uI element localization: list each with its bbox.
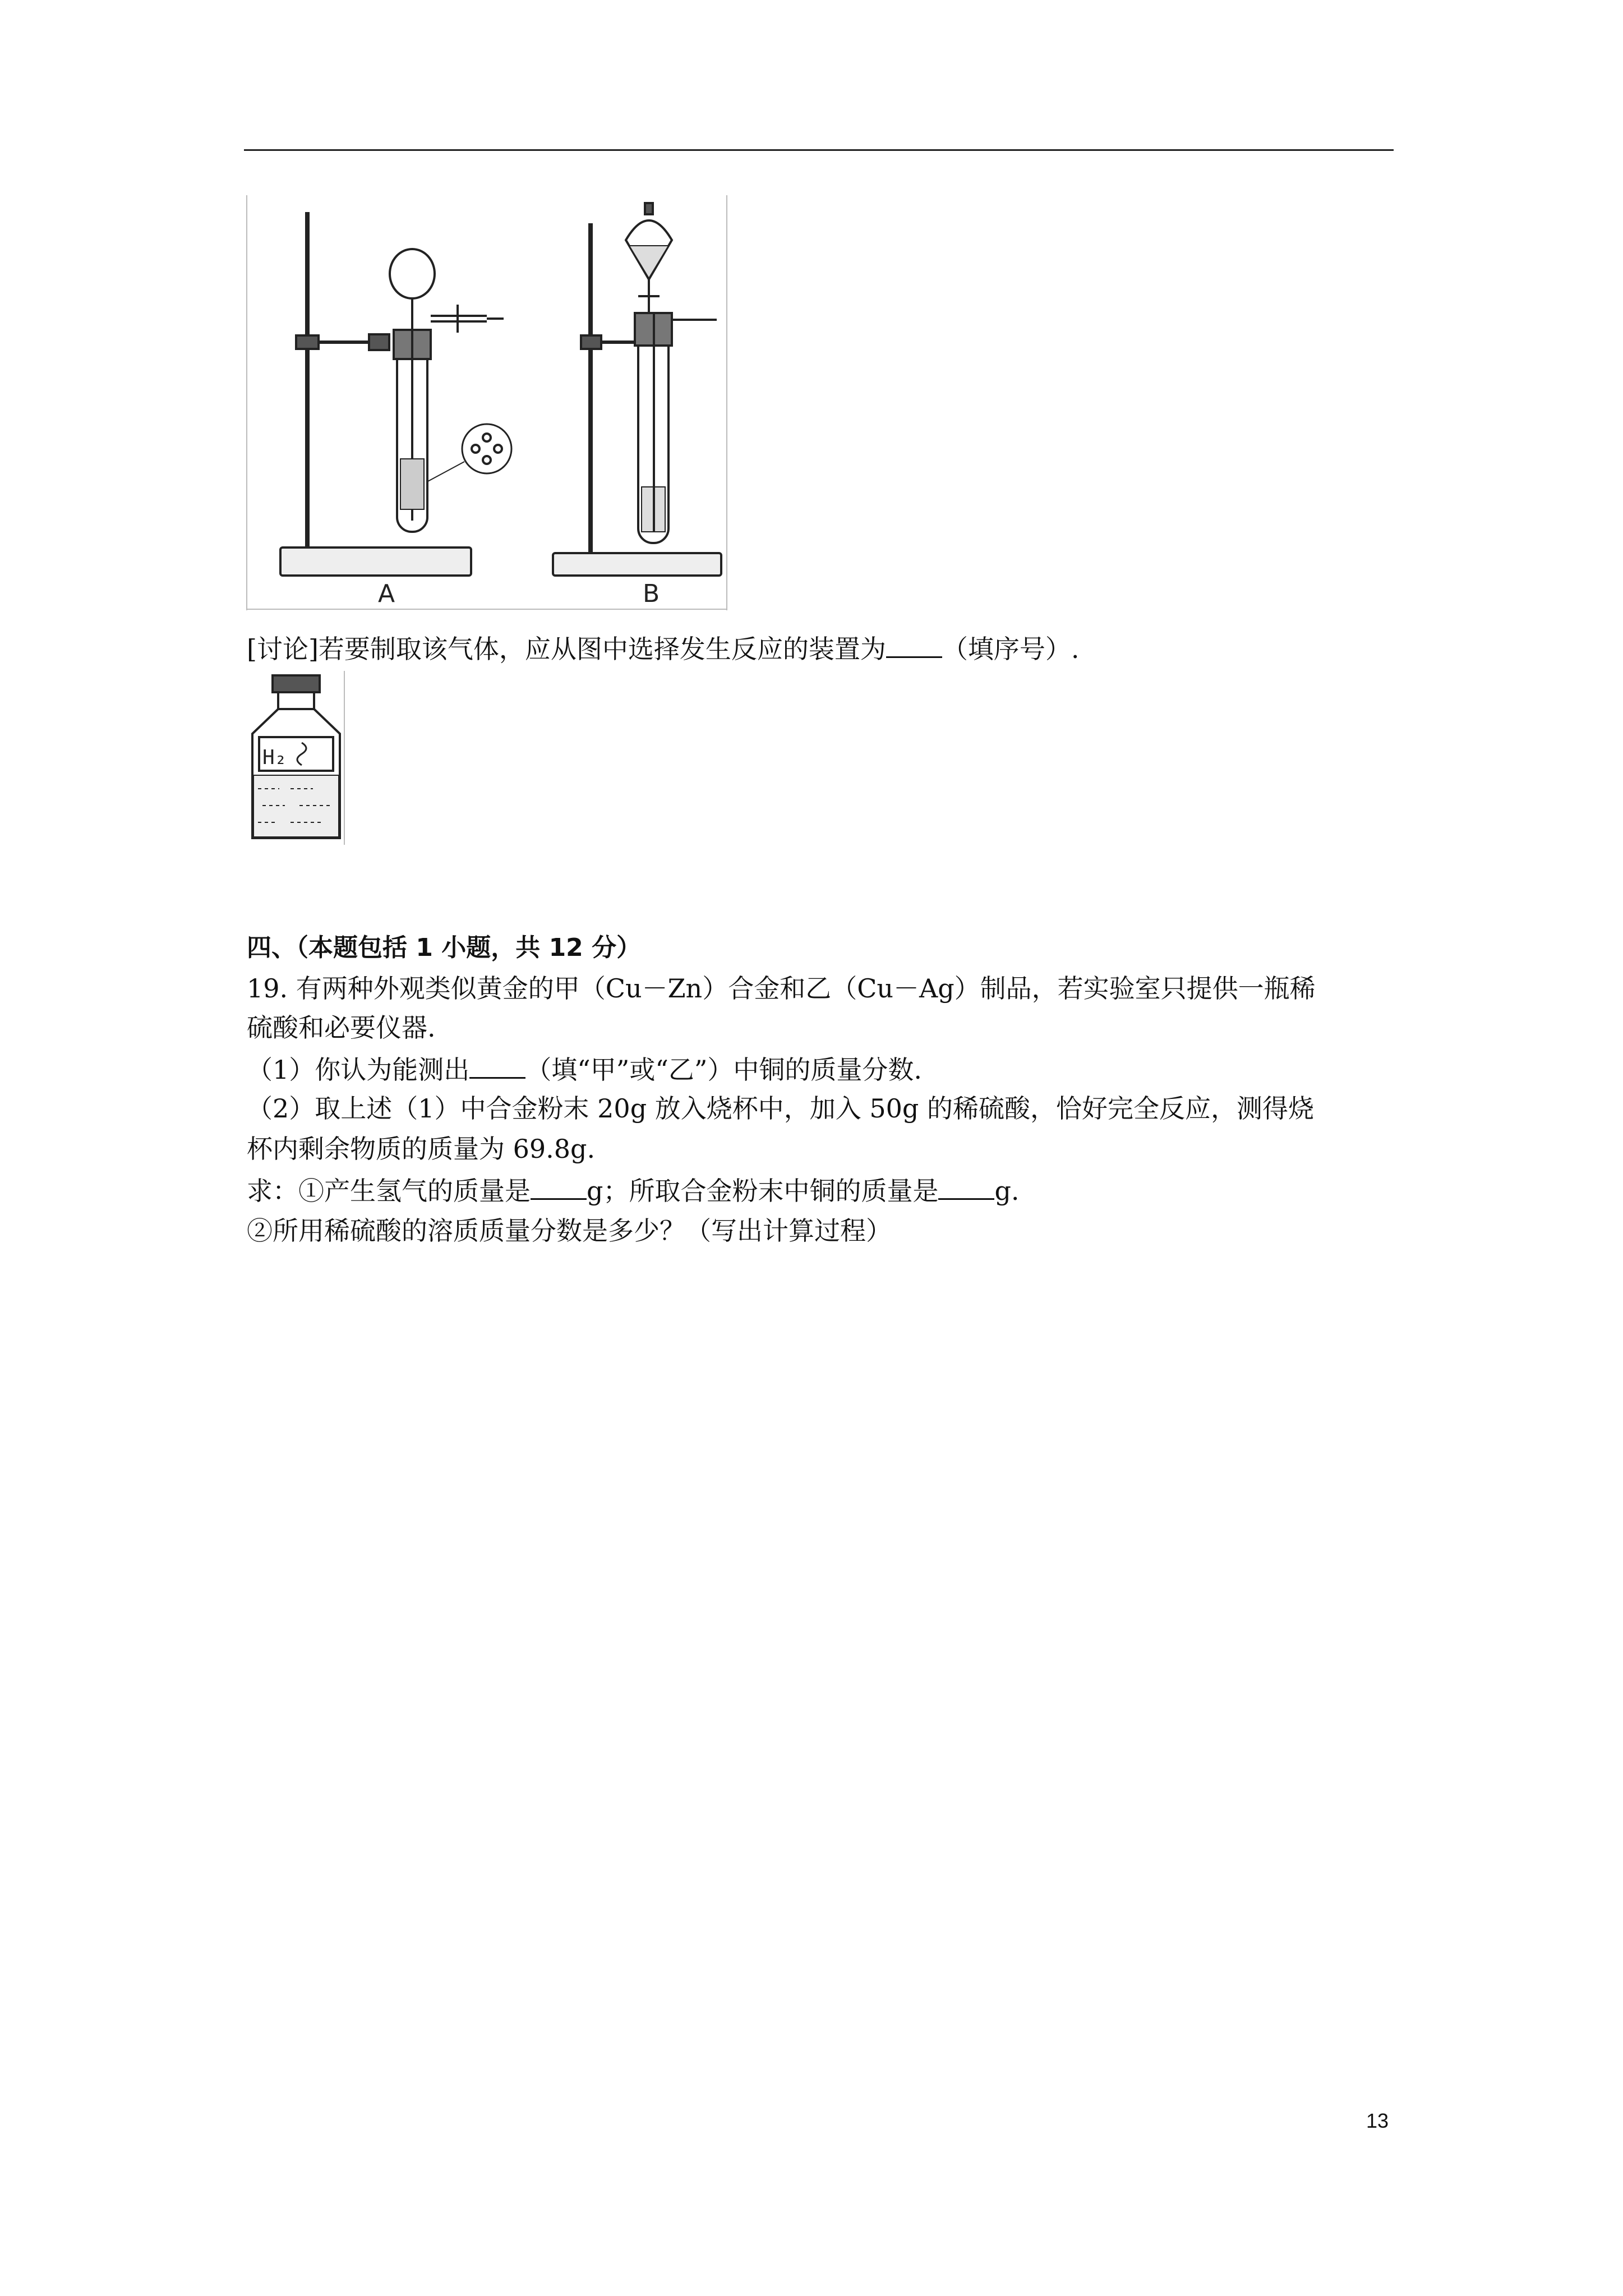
hydrogen-bottle-figure <box>246 671 347 845</box>
discussion-suffix: （填序号）. <box>942 634 1080 664</box>
bottle-label: H₂ <box>262 746 287 769</box>
ask-text: 求：①产生氢气的质量是 <box>247 1176 531 1206</box>
discussion-text: [讨论]若要制取该气体，应从图中选择发生反应的装置为 <box>247 634 886 664</box>
question-19-part-2-line-1: （2）取上述（1）中合金粉末 20g 放入烧杯中，加入 50g 的稀硫酸，恰好完全反应，测得烧 <box>247 1093 1314 1124</box>
ask-mid-text: g；所取合金粉末中铜的质量是 <box>587 1176 939 1206</box>
part-1-text: （1）你认为能测出 <box>247 1055 470 1085</box>
question-19-ask-2: ②所用稀硫酸的溶质质量分数是多少？（写出计算过程） <box>247 1216 892 1246</box>
answer-blank-hydrogen-mass[interactable] <box>531 1174 587 1200</box>
page-number: 13 <box>1366 2109 1389 2132</box>
part-1-suffix: （填“甲”或“乙”）中铜的质量分数. <box>525 1055 922 1085</box>
question-19-line-1: 19. 有两种外观类似黄金的甲（Cu－Zn）合金和乙（Cu－Ag）制品，若实验室只提供一瓶稀 <box>247 973 1316 1004</box>
figure-label-a: A <box>378 579 395 608</box>
apparatus-figure <box>246 195 728 610</box>
header-rule <box>244 149 1394 151</box>
question-19-ask <box>247 1174 1020 1208</box>
answer-blank-part-1[interactable] <box>469 1052 525 1079</box>
question-19-line-2: 硫酸和必要仪器. <box>247 1013 436 1043</box>
section-heading: 四、（本题包括 1 小题，共 12 分） <box>247 933 642 962</box>
ask-suffix: g. <box>994 1176 1020 1206</box>
question-19-part-1 <box>247 1052 922 1087</box>
discussion-line <box>247 632 1080 666</box>
answer-blank-copper-mass[interactable] <box>938 1174 994 1200</box>
question-19-part-2-line-2: 杯内剩余物质的质量为 69.8g. <box>247 1134 596 1164</box>
figure-label-b: B <box>643 579 660 608</box>
answer-blank-device[interactable] <box>886 632 942 658</box>
